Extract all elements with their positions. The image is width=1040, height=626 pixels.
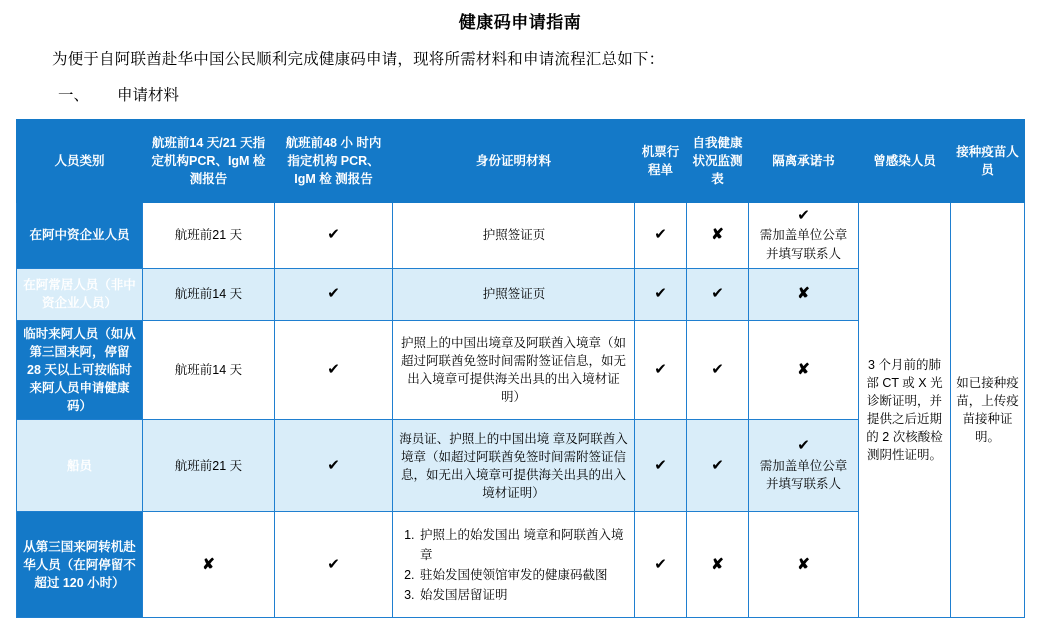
check-icon: ✔ bbox=[711, 456, 724, 474]
identity-list bbox=[398, 525, 629, 605]
col-header-pcr14: 航班前14 天/21 天指定机构PCR、IgM 检测报告 bbox=[143, 120, 275, 203]
cell-identity: 护照上的中国出境章及阿联酋入境章（如超过阿联酋免签时间需附签证信息，如无出入境章可提供海关出具的出入境材证明） bbox=[393, 320, 635, 420]
col-header-category: 人员类别 bbox=[17, 120, 143, 203]
list-item: 3. 始发国居留证明 bbox=[418, 585, 629, 605]
cross-icon: ✘ bbox=[797, 360, 810, 378]
check-icon: ✔ bbox=[797, 437, 810, 455]
cross-icon: ✘ bbox=[797, 285, 810, 303]
cell-quarantine bbox=[749, 268, 859, 320]
col-header-identity: 身份证明材料 bbox=[393, 120, 635, 203]
col-header-health-form: 自我健康状况监测表 bbox=[687, 120, 749, 203]
cell-vaccinated-merged: 如已接种疫苗，上传疫苗接种证明。 bbox=[951, 203, 1025, 618]
cell-pcr48 bbox=[275, 420, 393, 512]
list-item: 2. 驻始发国使领馆审发的健康码截图 bbox=[418, 565, 629, 585]
cell-pcr14: 航班前14 天 bbox=[143, 268, 275, 320]
table-row bbox=[17, 203, 1025, 269]
cell-pcr48 bbox=[275, 203, 393, 269]
check-icon: ✔ bbox=[797, 207, 810, 224]
check-icon: ✔ bbox=[654, 360, 667, 378]
col-header-quarantine: 隔离承诺书 bbox=[749, 120, 859, 203]
check-icon: ✔ bbox=[654, 456, 667, 474]
check-icon: ✔ bbox=[327, 285, 340, 303]
requirements-table bbox=[16, 119, 1025, 618]
section-heading bbox=[0, 83, 1040, 105]
cell-identity: 海员证、护照上的中国出境 章及阿联酋入境章（如超过阿联酋免签时间需附签证信息，如无出入境章可提供海关出具的出入境材证明） bbox=[393, 420, 635, 512]
row-category: 在阿中资企业人员 bbox=[17, 203, 143, 269]
cross-icon: ✘ bbox=[711, 555, 724, 573]
cell-ticket bbox=[635, 203, 687, 269]
cell-health-form bbox=[687, 320, 749, 420]
cell-ticket bbox=[635, 320, 687, 420]
quarantine-note: 需加盖单位公章并填写联系人 bbox=[759, 228, 848, 261]
cell-quarantine bbox=[749, 203, 859, 269]
cell-health-form bbox=[687, 420, 749, 512]
row-category: 临时来阿人员（如从第三国来阿，停留 28 天以上可按临时来阿人员申请健康码） bbox=[17, 320, 143, 420]
cell-pcr14 bbox=[143, 512, 275, 618]
cell-ticket bbox=[635, 268, 687, 320]
cell-identity bbox=[393, 512, 635, 618]
row-category: 在阿常居人员（非中资企业人员） bbox=[17, 268, 143, 320]
check-icon: ✔ bbox=[654, 226, 667, 244]
cell-ticket bbox=[635, 512, 687, 618]
cell-pcr14: 航班前21 天 bbox=[143, 420, 275, 512]
check-icon: ✔ bbox=[711, 285, 724, 303]
document-page bbox=[0, 8, 1040, 626]
row-category: 从第三国来阿转机赴华人员（在阿停留不超过 120 小时） bbox=[17, 512, 143, 618]
cell-quarantine bbox=[749, 420, 859, 512]
cell-pcr14: 航班前14 天 bbox=[143, 320, 275, 420]
cell-health-form bbox=[687, 512, 749, 618]
cell-health-form bbox=[687, 268, 749, 320]
cell-ticket bbox=[635, 420, 687, 512]
cell-identity: 护照签证页 bbox=[393, 268, 635, 320]
check-icon: ✔ bbox=[327, 360, 340, 378]
cell-pcr48 bbox=[275, 268, 393, 320]
check-icon: ✔ bbox=[654, 555, 667, 573]
col-header-infected: 曾感染人员 bbox=[859, 120, 951, 203]
check-icon: ✔ bbox=[327, 226, 340, 244]
cell-quarantine bbox=[749, 320, 859, 420]
check-icon: ✔ bbox=[654, 285, 667, 303]
cross-icon: ✘ bbox=[797, 555, 810, 573]
check-icon: ✔ bbox=[327, 555, 340, 573]
list-item: 1. 护照上的始发国出 境章和阿联酋入境章 bbox=[418, 525, 629, 565]
col-header-vaccinated: 接种疫苗人员 bbox=[951, 120, 1025, 203]
page-title: 健康码申请指南 bbox=[458, 13, 582, 32]
row-category: 船员 bbox=[17, 420, 143, 512]
cell-identity: 护照签证页 bbox=[393, 203, 635, 269]
section-number: 一、 bbox=[58, 87, 90, 104]
cross-icon: ✘ bbox=[711, 226, 724, 244]
cell-health-form bbox=[687, 203, 749, 269]
intro-paragraph: 为便于自阿联酋赴华中国公民顺利完成健康码申请，现将所需材料和申请流程汇总如下： bbox=[52, 51, 665, 68]
col-header-ticket: 机票行程单 bbox=[635, 120, 687, 203]
check-icon: ✔ bbox=[711, 360, 724, 378]
cross-icon: ✘ bbox=[202, 555, 215, 573]
quarantine-note: 需加盖单位公章并填写联系人 bbox=[759, 458, 848, 492]
cell-quarantine bbox=[749, 512, 859, 618]
cell-infected-merged: 3 个月前的肺部 CT 或 X 光诊断证明，并提供之后近期的 2 次核酸检测阴性证明。 bbox=[859, 203, 951, 618]
check-icon: ✔ bbox=[327, 456, 340, 474]
section-title: 申请材料 bbox=[117, 87, 180, 104]
cell-pcr14: 航班前21 天 bbox=[143, 203, 275, 269]
col-header-pcr48: 航班前48 小 时内指定机构 PCR、IgM 检 测报告 bbox=[275, 120, 393, 203]
table-header-row bbox=[17, 120, 1025, 203]
cell-pcr48 bbox=[275, 320, 393, 420]
cell-pcr48 bbox=[275, 512, 393, 618]
